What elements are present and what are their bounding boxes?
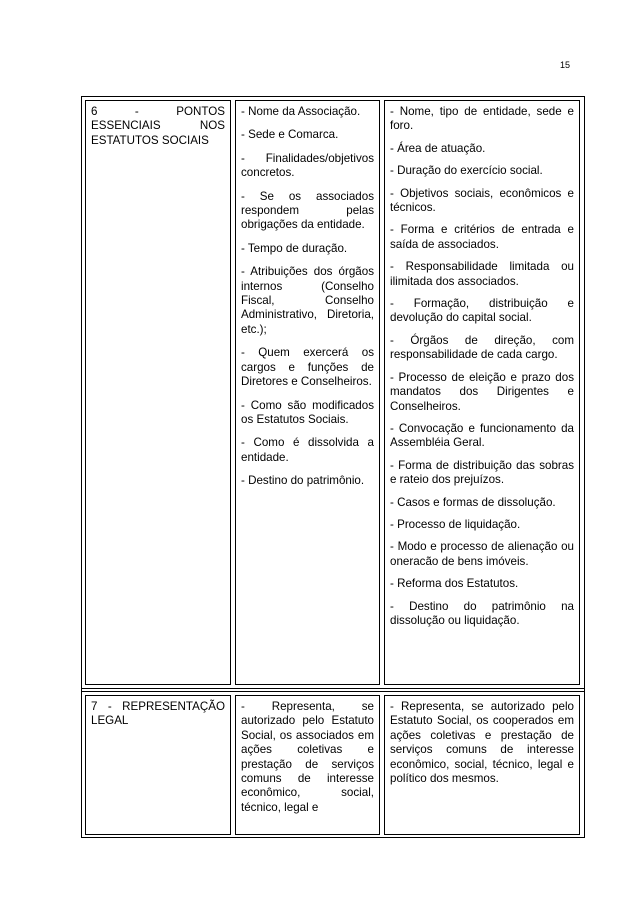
list-item: - Processo de liquidação. bbox=[390, 517, 521, 531]
list-item: - Modo e processo de alienação ou oneracão de bens imóveis. bbox=[390, 540, 574, 568]
list-item: - Como são modificados os Estatutos Sociais. bbox=[241, 398, 374, 426]
list-item: - Responsabilidade limitada ou ilimitada dos associados. bbox=[390, 260, 574, 288]
list-item: - Representa, se autorizado pelo Estatuto Social, os cooperados em ações coletivas e prestação de serviços comuns de interesse econômico, social, técnico, legal e político dos mesmos. bbox=[390, 700, 574, 786]
table-row bbox=[82, 97, 584, 689]
list-item: - Processo de eleição e prazo dos mandatos dos Dirigentes e Conselheiros. bbox=[390, 370, 574, 413]
list-item: - Nome da Associação. bbox=[241, 105, 361, 118]
row-title-cell bbox=[85, 100, 231, 685]
list-item: - Reforma dos Estatutos. bbox=[390, 577, 519, 591]
list-item: - Finalidades/objetivos concretos. bbox=[241, 151, 374, 180]
list-item: - Destino do patrimônio na dissolução ou liquidação. bbox=[390, 599, 574, 627]
row-title: 6 - PONTOS ESSENCIAIS NOS ESTATUTOS SOCIAIS bbox=[91, 105, 225, 147]
list-item: - Como é dissolvida a entidade. bbox=[241, 436, 374, 464]
list-item: - Se os associados respondem pelas obrigações da entidade. bbox=[241, 189, 374, 232]
comparison-table bbox=[81, 96, 585, 838]
list-item: - Atribuições dos órgãos internos (Conselho Fiscal, Conselho Administrativo, Diretoria, etc.); bbox=[241, 265, 374, 336]
list-item: - Área de atuação. bbox=[390, 141, 486, 155]
list-item: - Quem exercerá os cargos e funções de Diretores e Conselheiros. bbox=[241, 346, 374, 389]
row-title: 7 - REPRESENTAÇÃO LEGAL bbox=[91, 700, 225, 728]
list-item: - Destino do patrimônio. bbox=[241, 474, 365, 488]
page-number: 15 bbox=[560, 60, 571, 70]
list-item: - Formação, distribuição e devolução do capital social. bbox=[390, 297, 574, 325]
list-item: - Representa, se autorizado pelo Estatuto Social, os associados em ações coletivas e prestação de serviços comuns de interesse econômico, social, técnico, legal e bbox=[241, 700, 374, 814]
list-item: - Nome, tipo de entidade, sede e foro. bbox=[390, 105, 574, 133]
list-item: - Órgãos de direção, com responsabilidade de cada cargo. bbox=[390, 333, 574, 362]
list-item: - Duração do exercício social. bbox=[390, 164, 543, 178]
cooperative-cell bbox=[384, 695, 580, 835]
list-item: - Forma e critérios de entrada e saída de associados. bbox=[390, 223, 574, 251]
list-item: - Casos e formas de dissolução. bbox=[390, 495, 556, 509]
table-row bbox=[82, 691, 584, 838]
list-item: - Forma de distribuição das sobras e rateio dos prejuízos. bbox=[390, 458, 574, 487]
association-cell bbox=[235, 100, 380, 685]
association-cell bbox=[235, 695, 380, 835]
list-item: - Objetivos sociais, econômicos e técnicos. bbox=[390, 186, 574, 215]
list-item: - Tempo de duração. bbox=[241, 241, 348, 255]
cooperative-cell bbox=[384, 100, 580, 685]
row-title-cell bbox=[85, 695, 231, 835]
list-item: - Sede e Comarca. bbox=[241, 128, 339, 142]
list-item: - Convocação e funcionamento da Assembléia Geral. bbox=[390, 421, 574, 450]
